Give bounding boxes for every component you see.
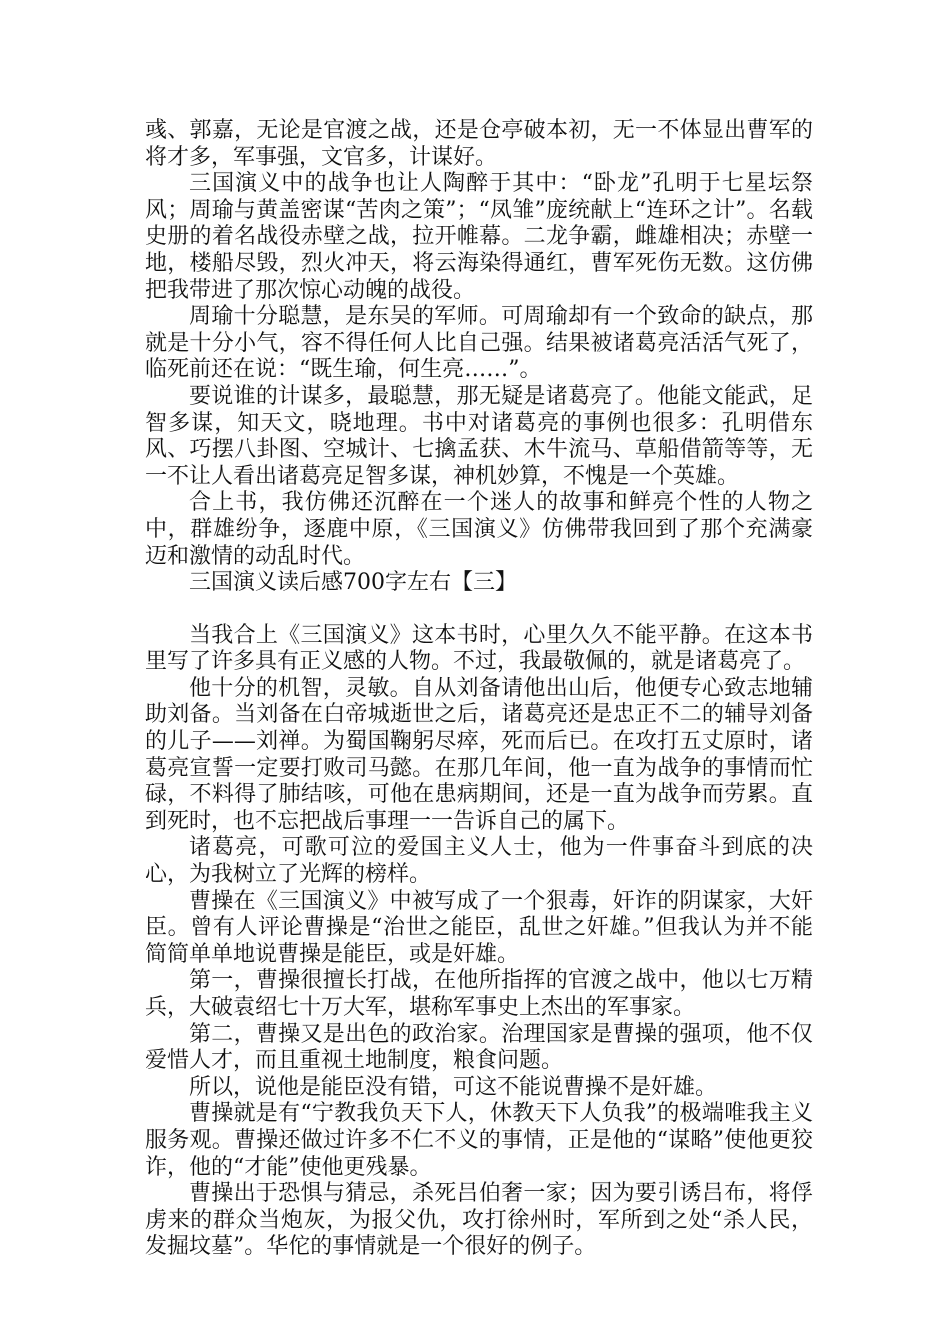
paragraph: 合上书，我仿佛还沉醉在一个迷人的故事和鲜亮个性的人物之中，群雄纷争，逐鹿中原，《三国演义》仿佛带我回到了那个充满豪迈和激情的动乱时代。 <box>145 490 813 569</box>
paragraph: 曹操就是有“宁教我负天下人，休教天下人负我”的极端唯我主义服务观。曹操还做过许多不仁不义的事情，正是他的“谋略”使他更狡诈，他的“才能”使他更残暴。 <box>145 1101 813 1180</box>
paragraph: 当我合上《三国演义》这本书时，心里久久不能平静。在这本书里写了许多具有正义感的人物。不过，我最敬佩的，就是诸葛亮了。 <box>145 622 813 675</box>
paragraph-continuation: 彧、郭嘉，无论是官渡之战，还是仓亭破本初，无一不体显出曹军的将才多，军事强，文官多，计谋好。 <box>145 118 813 170</box>
paragraph: 所以，说他是能臣没有错，可这不能说曹操不是奸雄。 <box>189 1074 718 1100</box>
paragraph: 曹操在《三国演义》中被写成了一个狠毒，奸诈的阴谋家，大奸臣。曾有人评论曹操是“治世之能臣，乱世之奸雄。”但我认为并不能简简单单地说曹操是能臣，或是奸雄。 <box>145 888 813 967</box>
paragraph: 三国演义中的战争也让人陶醉于其中：“卧龙”孔明于七星坛祭风；周瑜与黄盖密谋“苦肉之策”；“凤雏”庞统献上“连环之计”。名载史册的着名战役赤壁之战，拉开帷幕。二龙争霸，雌雄相决；赤壁一地，楼船尽毁，烈火冲天，将云海染得通红，曹军死伤无数。这仿佛把我带进了那次惊心动魄的战役。 <box>145 171 813 303</box>
paragraph: 要说谁的计谋多，最聪慧，那无疑是诸葛亮了。他能文能武，足智多谋，知天文，晓地理。书中对诸葛亮的事例也很多：孔明借东风、巧摆八卦图、空城计、七擒孟获、木牛流马、草船借箭等等，无一不让人看出诸葛亮足智多谋，神机妙算，不愧是一个英雄。 <box>145 383 813 489</box>
document-body <box>145 118 813 1261</box>
section-heading: 三国演义读后感700字左右【三】 <box>189 570 517 596</box>
paragraph: 诸葛亮，可歌可泣的爱国主义人士，他为一件事奋斗到底的决心，为我树立了光辉的榜样。 <box>145 835 813 888</box>
paragraph: 曹操出于恐惧与猜忌，杀死吕伯奢一家；因为要引诱吕布，将俘虏来的群众当炮灰，为报父仇，攻打徐州时，军所到之处“杀人民，发掘坟墓”。华佗的事情就是一个很好的例子。 <box>145 1181 813 1260</box>
paragraph: 周瑜十分聪慧，是东吴的军师。可周瑜却有一个致命的缺点，那就是十分小气，容不得任何人比自己强。结果被诸葛亮活活气死了，临死前还在说：“既生瑜，何生亮……”。 <box>145 304 813 383</box>
paragraph: 第一，曹操很擅长打战，在他所指挥的官渡之战中，他以七万精兵，大破袁绍七十万大军，堪称军事史上杰出的军事家。 <box>145 968 813 1020</box>
paragraph: 第二，曹操又是出色的政治家。治理国家是曹操的强项，他不仅爱惜人才，而且重视土地制度，粮食问题。 <box>145 1021 813 1074</box>
paragraph: 他十分的机智，灵敏。自从刘备请他出山后，他便专心致志地辅助刘备。当刘备在白帝城逝世之后，诸葛亮还是忠正不二的辅导刘备的儿子——刘禅。为蜀国鞠躬尽瘁，死而后已。在攻打五丈原时，诸葛亮宣誓一定要打败司马懿。在那几年间，他一直为战争的事情而忙碌，不料得了肺结咳，可他在患病期间，还是一直为战争而劳累。直到死时，也不忘把战后事理一一告诉自己的属下。 <box>145 675 813 834</box>
